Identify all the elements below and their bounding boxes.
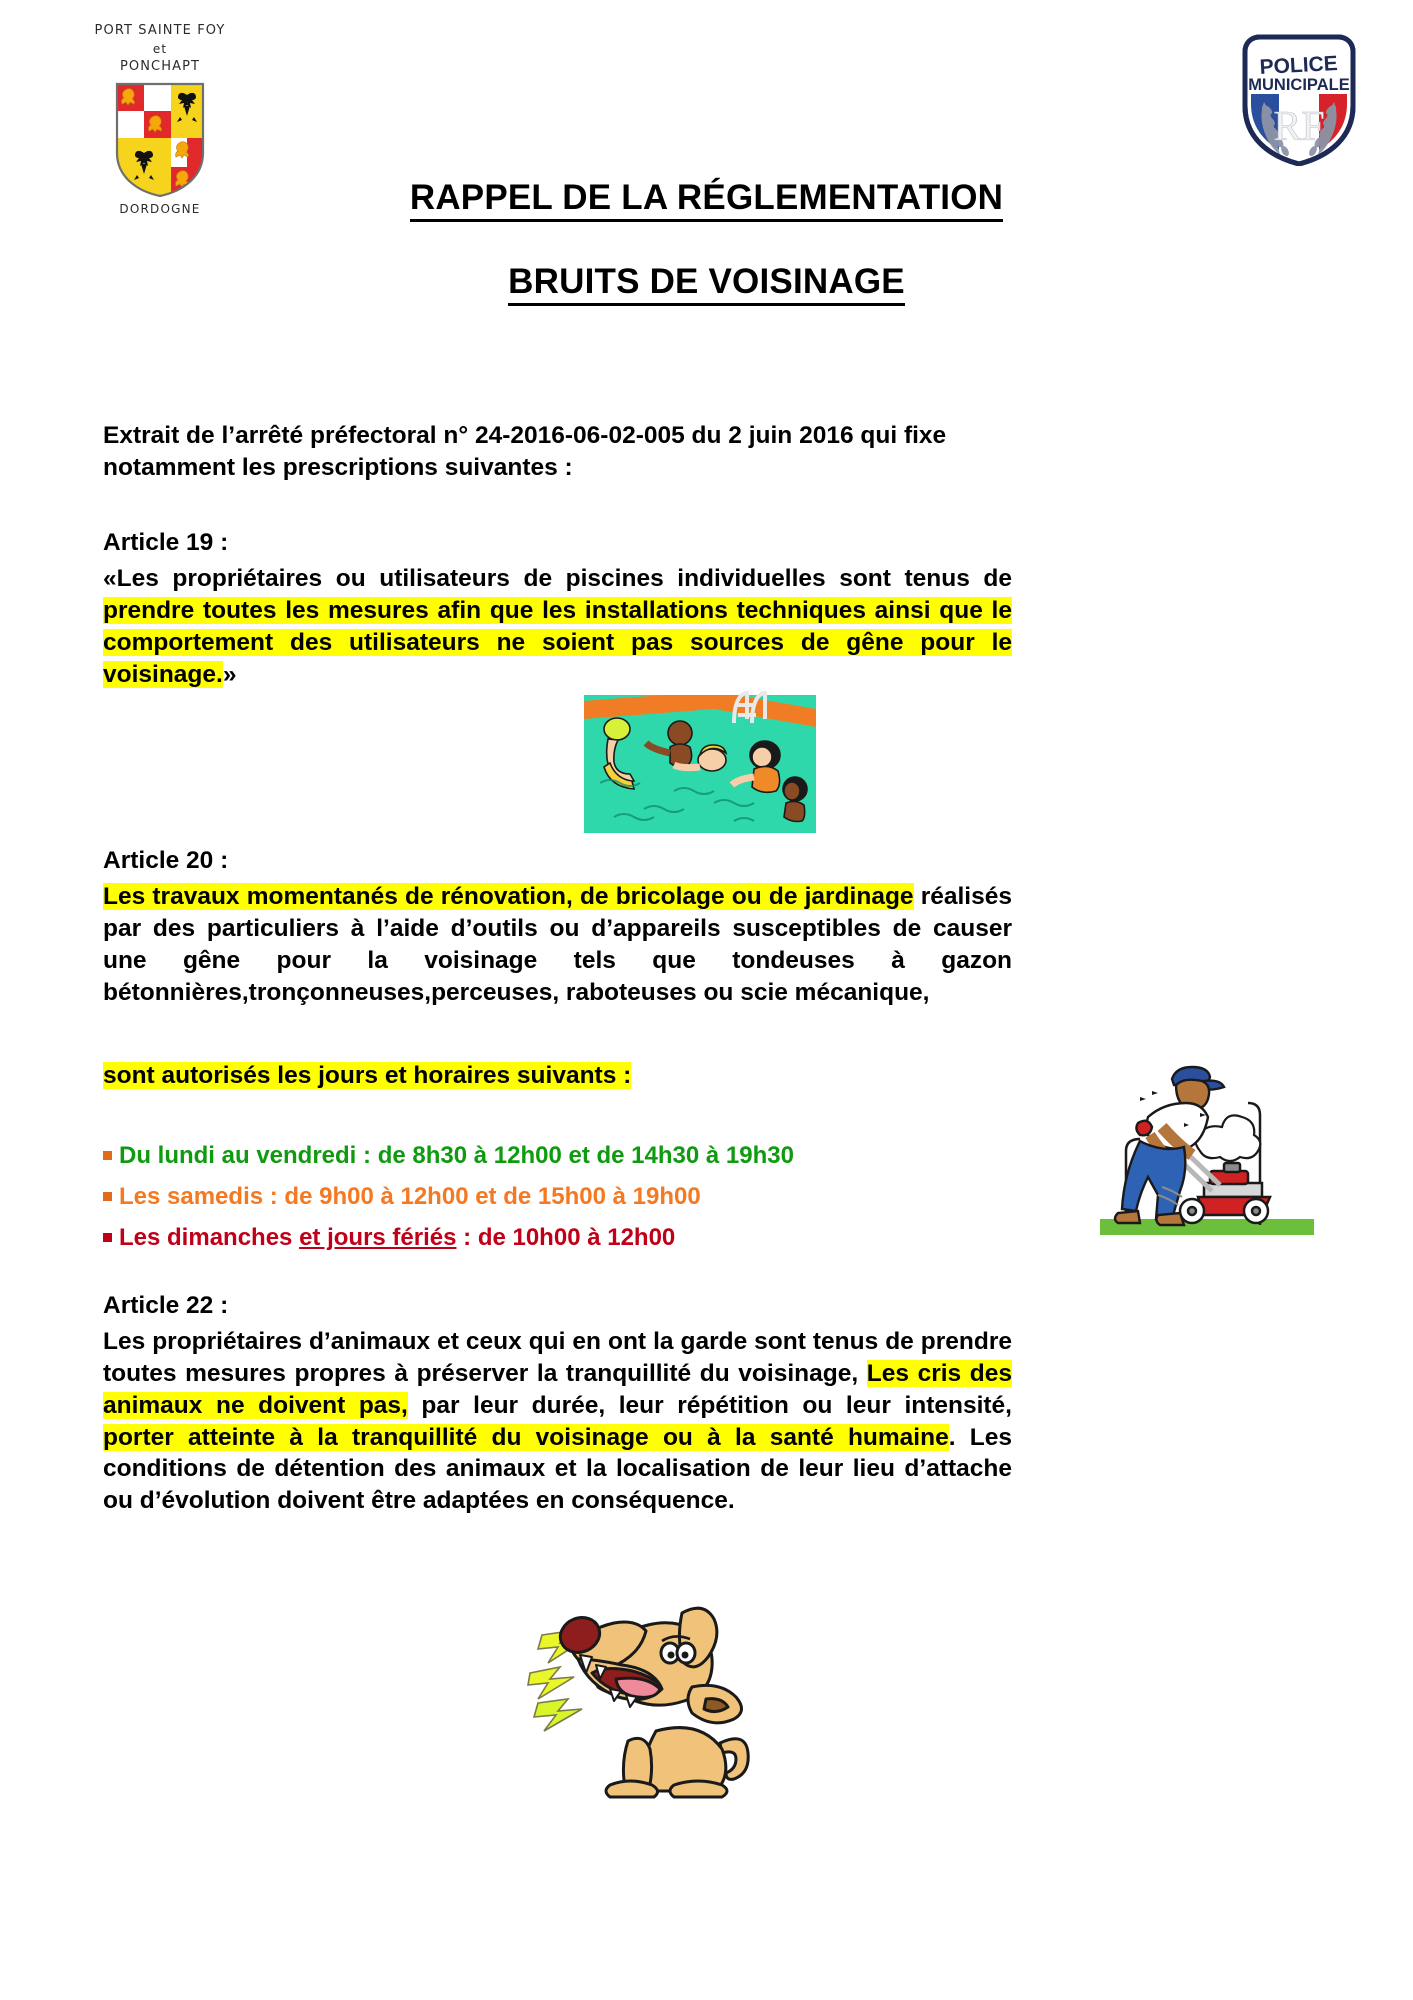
article-20-allowed-line [103, 1060, 1012, 1092]
schedule-sunday-rest: : de 10h00 à 12h00 [456, 1224, 676, 1251]
page-title [0, 178, 1413, 218]
schedule-weekdays-prefix: Du lundi au vendredi [119, 1142, 357, 1169]
schedule-line-sunday [103, 1222, 675, 1253]
badge-monogram-text: RF [1273, 104, 1325, 150]
article-19-body [103, 563, 1012, 690]
schedule-saturday-prefix: Les samedis [119, 1183, 264, 1210]
article-22-p1: Les propriétaires d’animaux et ceux qui en ont la garde sont tenus de prendre toutes mesures propres à préserver la tranquillité du voisinage, [103, 1328, 1012, 1387]
schedule-bullet-sunday [103, 1233, 112, 1242]
article-19-heading-text: Article 19 : [103, 529, 229, 556]
article-20-body-text: réalisés par des particuliers à l’aide d’outils ou d’appareils susceptibles de causer une gêne pour la voisinage tels que tondeuses à gazon bétonnières,tronçonneuses,perceuses, raboteuses ou scie mécanique, [103, 883, 1012, 1006]
badge-line-1-text: POLICE [1259, 51, 1339, 80]
article-20-allowed-highlight: sont autorisés les jours et horaires suivants : [103, 1062, 632, 1089]
crest-line-1: PORT SAINTE FOY [94, 23, 226, 38]
police-municipale-badge [1237, 32, 1361, 166]
article-22-mid: par leur durée, leur répétition ou leur intensité, [407, 1391, 1012, 1419]
intro-paragraph [103, 420, 1012, 484]
article-19-heading [103, 527, 1012, 559]
article-20-body [103, 881, 1012, 1008]
page-title-text: RAPPEL DE LA RÉGLEMENTATION [410, 178, 1003, 222]
schedule-sunday-prefix: Les dimanches [119, 1224, 300, 1251]
page-subtitle-text: BRUITS DE VOISINAGE [508, 262, 905, 306]
schedule-sunday-underlined: et jours fériés [299, 1224, 457, 1251]
barking-dog-clipart [524, 1595, 796, 1820]
article-20-heading [103, 845, 1012, 877]
article-22-heading [103, 1290, 1012, 1322]
lawn-mower-clipart [1100, 1055, 1314, 1235]
article-22-highlight-2: porter atteinte à la tranquillité du voisinage ou à la santé humaine [103, 1423, 949, 1451]
schedule-line-weekdays [103, 1140, 794, 1171]
swimming-pool-clipart [584, 683, 816, 833]
crest-line-3: PONCHAPT [119, 59, 201, 75]
article-19-seg-2: » [222, 660, 237, 688]
article-22-body [103, 1326, 1012, 1517]
schedule-weekdays-rest: : de 8h30 à 12h00 et de 14h30 à 19h30 [356, 1142, 794, 1169]
schedule-saturday-rest: : de 9h00 à 12h00 et de 15h00 à 19h00 [263, 1183, 701, 1210]
article-22-heading-text: Article 22 : [103, 1292, 229, 1319]
article-19-seg-1: «Les propriétaires ou utilisateurs de piscines individuelles sont tenus de [103, 565, 1012, 592]
article-20-heading-text: Article 20 : [103, 847, 229, 874]
schedule-line-saturday [103, 1181, 701, 1212]
crest-title [70, 22, 250, 77]
schedule-bullet-weekdays [103, 1151, 112, 1160]
schedule-bullet-saturday [103, 1192, 112, 1201]
article-20-highlight-lead: Les travaux momentanés de rénovation, de bricolage ou de jardinage [103, 883, 914, 910]
article-22-tail: . Les conditions de détention des animaux et la localisation de leur lieu d’attache ou d’évolution doivent être adaptées en conséquence. [103, 1423, 1012, 1515]
article-19-highlight: prendre toutes les mesures afin que les installations techniques ainsi que le comportement des utilisateurs ne soient pas sources de gêne pour le voisinage. [103, 596, 1012, 688]
intro-text: Extrait de l’arrêté préfectoral n° 24-2016-06-02-005 du 2 juin 2016 qui fixe notamment les prescriptions suivantes : [103, 422, 947, 481]
crest-footer-label: DORDOGNE [119, 202, 201, 217]
page-subtitle [0, 262, 1413, 302]
crest-line-2: et [152, 41, 168, 56]
article-22-highlight-1: Les cris des animaux ne doivent pas, [103, 1359, 1012, 1419]
badge-line-2-text: MUNICIPALE [1248, 76, 1350, 94]
